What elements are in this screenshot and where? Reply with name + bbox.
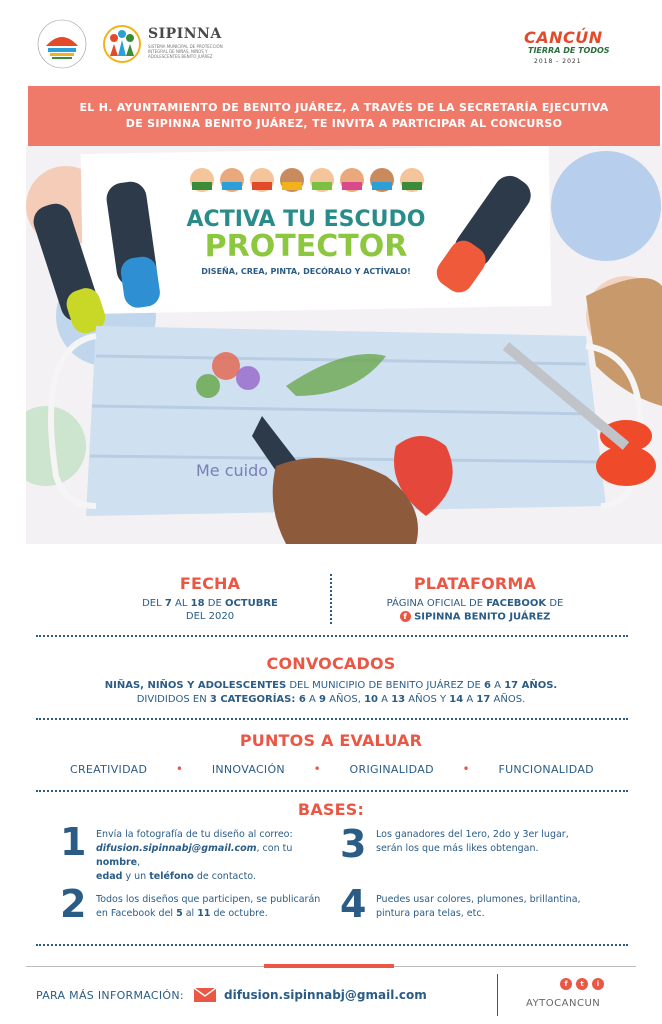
footer-email-link[interactable]: difusion.sipinnabj@gmail.com (224, 988, 427, 1002)
base-text-3 (376, 828, 606, 856)
base-1-text-3d: de contacto. (193, 871, 256, 882)
instagram-social-icon[interactable]: i (592, 978, 604, 990)
facebook-icon: f (400, 611, 411, 622)
base-number-2: 2 (60, 882, 87, 926)
base-3-line-1: Los ganadores del 1ero, 2do y 3er lugar, (376, 829, 569, 840)
divider-1 (36, 635, 628, 637)
convocados-l2-i: AÑOS Y (405, 694, 450, 705)
base-1-telefono: teléfono (149, 871, 194, 882)
cancun-logo (520, 28, 610, 72)
fecha-text-e: DE (204, 598, 225, 609)
sipinna-subtitle: SISTEMA MUNICIPAL DE PROTECCIÓN INTEGRAL DE NIÑAS, NIÑOS Y ADOLESCENTES BENITO JUÁREZ (148, 44, 223, 59)
convocados-min-age: 6 (484, 680, 491, 691)
base-3-line-2: serán los que más likes obtengan. (376, 843, 539, 854)
photo-tagline: DISEÑA, CREA, PINTA, DECÓRALO Y ACTÍVALO! (201, 267, 411, 276)
fecha-line-1 (110, 598, 310, 609)
plataforma-line-2 (360, 611, 590, 623)
banner-line-1: EL H. AYUNTAMIENTO DE BENITO JUÁREZ, A TRAVÉS DE LA SECRETARÍA EJECUTIVA (79, 101, 609, 114)
base-1-text-d: , (137, 857, 141, 868)
plataforma-text-c: DE (546, 598, 564, 609)
plataforma-title: PLATAFORMA (413, 574, 537, 593)
convocados-l2-j: 14 (449, 694, 464, 705)
base-4-line-1: Puedes usar colores, plumones, brillantina, (376, 894, 581, 905)
base-number-4: 4 (340, 882, 367, 926)
criteria-separator: • (175, 762, 184, 776)
plataforma-text-a: PÁGINA OFICIAL DE (386, 598, 487, 609)
plataforma-page-name: SIPINNA BENITO JUÁREZ (414, 611, 551, 623)
base-2-text-e: de octubre. (210, 908, 268, 919)
footer-info-label: PARA MÁS INFORMACIÓN: (36, 989, 184, 1002)
social-icons (560, 978, 608, 992)
facebook-social-icon[interactable]: f (560, 978, 572, 990)
convocados-line-1 (40, 680, 622, 691)
base-text-1 (96, 828, 326, 884)
footer-accent-bar (264, 964, 394, 968)
base-1-nombre: nombre (96, 857, 138, 868)
convocados-title: CONVOCADOS (266, 654, 396, 673)
base-1-text-b: , con tu (256, 843, 293, 854)
convocados-l2-h: 13 (391, 694, 406, 705)
contest-photo (26, 146, 662, 544)
base-4-line-2: pintura para telas, etc. (376, 908, 485, 919)
divider-3 (36, 790, 628, 792)
sipinna-emblem-icon (100, 22, 144, 66)
criteria-separator: • (462, 762, 470, 776)
contact-email-link[interactable]: difusion.sipinnabj@gmail.com (96, 843, 257, 854)
header (0, 0, 662, 86)
banner-line-2: DE SIPINNA BENITO JUÁREZ, TE INVITA A PARTICIPAR AL CONCURSO (125, 117, 563, 130)
social-handle: AYTOCANCUN (526, 998, 601, 1009)
fecha-title: FECHA (179, 574, 241, 593)
divider-2 (36, 718, 628, 720)
cancun-title: CANCÚN (524, 28, 603, 47)
fecha-end-day: 18 (190, 598, 205, 609)
divider-4 (36, 944, 628, 946)
fecha-text-a: DEL (142, 598, 165, 609)
base-2-start-day: 5 (176, 908, 183, 919)
bases-title: BASES: (297, 800, 365, 819)
sipinna-logo (100, 22, 250, 66)
fecha-line-2: DEL 2020 (185, 611, 235, 622)
photo-title-line-2: PROTECTOR (204, 229, 408, 264)
intro-banner (28, 86, 660, 146)
criteria-item: INNOVACIÓN (211, 762, 285, 776)
convocados-l2-k: A (463, 694, 477, 705)
sipinna-title: SIPINNA (148, 26, 222, 42)
cancun-years: 2018 - 2021 (534, 58, 582, 65)
criteria-separator: • (313, 762, 321, 776)
benito-juarez-logo (36, 18, 88, 70)
base-2-text-a: en Facebook del (96, 908, 177, 919)
criteria-item: ORIGINALIDAD (349, 762, 434, 776)
plataforma-facebook: FACEBOOK (486, 598, 547, 609)
base-2-text-c: al (182, 908, 198, 919)
twitter-social-icon[interactable]: t (576, 978, 588, 990)
fecha-month: OCTUBRE (224, 598, 278, 609)
base-2-end-day: 11 (197, 908, 211, 919)
base-text-4 (376, 893, 606, 921)
base-number-3: 3 (340, 822, 367, 866)
criteria-item: FUNCIONALIDAD (498, 762, 594, 776)
convocados-text-b: DEL MUNICIPIO DE BENITO JUÁREZ DE (286, 680, 485, 691)
cardboard-heart-icon (586, 278, 662, 406)
fecha-text-c: AL (171, 598, 191, 609)
convocados-line-2 (40, 694, 622, 705)
base-2-line-2 (96, 907, 326, 921)
fecha-start-day: 7 (164, 598, 172, 609)
base-1-edad: edad (96, 871, 123, 882)
base-number-1: 1 (60, 820, 87, 864)
convocados-l2-a: DIVIDIDOS EN (136, 694, 210, 705)
puntos-title: PUNTOS A EVALUAR (239, 731, 423, 750)
vertical-divider (330, 574, 332, 624)
base-text-2 (96, 893, 326, 921)
convocados-max-age: 17 AÑOS. (504, 680, 558, 691)
mail-icon (194, 988, 216, 1002)
convocados-audience: NIÑAS, NIÑOS Y ADOLESCENTES (104, 680, 287, 691)
convocados-l2-e: AÑOS, (325, 694, 365, 705)
convocados-l2-l: 17 (476, 694, 491, 705)
convocados-text-d: A (491, 680, 505, 691)
convocados-l2-m: AÑOS. (490, 694, 526, 705)
plataforma-line-1 (360, 598, 590, 609)
base-1-line-1: Envía la fotografía de tu diseño al correo: (96, 829, 293, 840)
criteria-item: CREATIVIDAD (70, 762, 148, 776)
footer-divider (497, 974, 498, 1016)
base-1-text-3b: y un (122, 871, 150, 882)
criteria-list (70, 762, 594, 776)
convocados-l2-c: A (305, 694, 320, 705)
base-1-line-2 (96, 842, 326, 870)
base-2-line-1: Todos los diseños que participen, se publicarán (96, 894, 321, 905)
base-1-line-3 (96, 870, 326, 884)
mask-writing: Me cuido (196, 461, 269, 480)
convocados-l2-g: A (377, 694, 392, 705)
cancun-subtitle: TIERRA DE TODOS (528, 46, 610, 55)
convocados-l2-f: 10 (364, 694, 378, 705)
convocados-l2-d: 9 (319, 694, 326, 705)
contest-photo-illustration (26, 146, 662, 544)
photo-title-line-1: ACTIVA TU ESCUDO (186, 207, 426, 232)
convocados-l2-b: 3 CATEGORÍAS: 6 (209, 694, 306, 705)
